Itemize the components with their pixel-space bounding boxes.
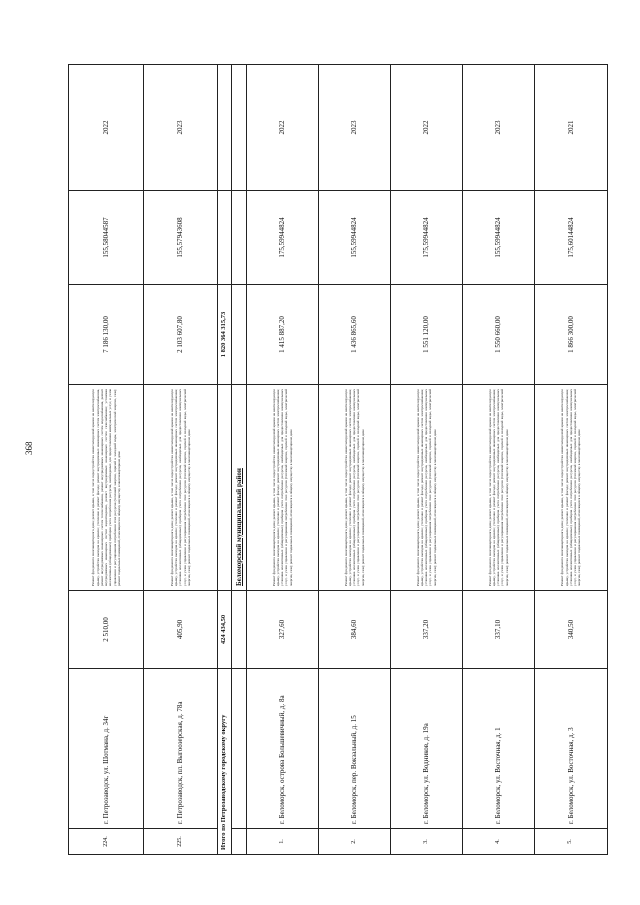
row-area: 384,60 xyxy=(318,591,390,669)
row-area: 340,50 xyxy=(534,591,607,669)
section-row xyxy=(231,65,246,855)
capital-repair-table xyxy=(68,64,608,855)
section-addr-blank xyxy=(231,669,246,829)
row-specific-cost: 175,59944824 xyxy=(246,191,318,285)
row-year: 2022 xyxy=(390,65,462,191)
row-year: 2022 xyxy=(246,65,318,191)
table-row xyxy=(318,65,390,855)
row-works: Ремонт фундамента многоквартирного дома; ремонт крыши, в том числе переустройство невентилируемой крыши на вентилируемую крышу, устройство выходов на кровлю; утепление и ремонт фасада; ремонт внутридомовых инженерных систем электроснабжения; установка коллективных (общедомовых) приборов учета потребления ресурсов, необходимых для предоставления коммунальных услуг, и узлов управления и регулирования потребления этих ресурсов (тепловой энергии, горячей и холодной воды, электрической энергии, газа); ремонт подвальных помещений, относящихся к общему имуществу в многоквартирном доме xyxy=(246,385,318,591)
row-year: 2022 xyxy=(69,65,144,191)
row-year: 2023 xyxy=(462,65,534,191)
row-number: 2. xyxy=(318,829,390,855)
table-body xyxy=(69,65,608,855)
table-row xyxy=(534,65,607,855)
row-specific-cost: 175,60144824 xyxy=(534,191,607,285)
row-works: Ремонт фундамента многоквартирного дома; ремонт крыши, в том числе переустройство невентилируемой крыши на вентилируемую крышу, устройство выходов на кровлю; утепление и ремонт фасада; ремонт внутридомовых инженерных систем электроснабжения; установка коллективных (общедомовых) приборов учета потребления ресурсов, необходимых для предоставления коммунальных услуг, и узлов управления и регулирования потребления этих ресурсов (тепловой энергии, горячей и холодной воды, электрической энергии, газа); ремонт подвальных помещений, относящихся к общему имуществу в многоквартирном доме xyxy=(144,385,217,591)
row-works: Ремонт фундамента многоквартирного дома; ремонт крыши, в том числе переустройство невентилируемой крыши на вентилируемую крышу, устройство выходов на кровлю; утепление и ремонт фасада; ремонт внутридомовых инженерных систем электроснабжения; установка коллективных (общедомовых) приборов учета потребления ресурсов, необходимых для предоставления коммунальных услуг, и узлов управления и регулирования потребления этих ресурсов (тепловой энергии, горячей и холодной воды, электрической энергии, газа); ремонт подвальных помещений, относящихся к общему имуществу в многоквартирном доме xyxy=(462,385,534,591)
row-specific-cost: 175,59944824 xyxy=(390,191,462,285)
row-area: 327,60 xyxy=(246,591,318,669)
total-area: 424 434,50 xyxy=(217,591,231,669)
row-address: г. Петрозаводск, пл. Выгоозерская, д. 78а xyxy=(144,669,217,829)
table-row xyxy=(144,65,217,855)
row-works: Ремонт фундамента многоквартирного дома; ремонт крыши, в том числе переустройство невентилируемой крыши на вентилируемую крышу, устройство выходов на кровлю; утепление и ремонт фасада; ремонт внутридомовых инженерных систем электроснабжения; установка коллективных (общедомовых) приборов учета потребления ресурсов, необходимых для предоставления коммунальных услуг, и узлов управления и регулирования потребления этих ресурсов (тепловой энергии, горячей и холодной воды, электрической энергии, газа); ремонт подвальных помещений, относящихся к общему имуществу в многоквартирном доме xyxy=(534,385,607,591)
row-specific-cost: 155,59944824 xyxy=(462,191,534,285)
total-label: Итого по Петрозаводскому городскому округу xyxy=(217,669,231,855)
row-address: г. Беломорск, ул. Восточная, д. 1 xyxy=(462,669,534,829)
row-works: Ремонт фундамента многоквартирного дома; ремонт крыши, в том числе переустройство невентилируемой крыши на вентилируемую крышу, устройство выходов на кровлю; утепление и ремонт фасада; ремонт внутридомовых инженерных систем электроснабжения, ремонт внутридомовых инженерных систем теплоснабжения, ремонт внутридомовых инженерных систем водоснабжения, ремонт внутридомовых инженерных систем водоотведения, ремонт внутридомовых инженерных систем газоснабжения; установка коллективных (общедомовых) приборов учета потребления ресурсов, необходимых для предоставления коммунальных услуг, и узлов управления и регулирования потребления этих ресурсов (тепловой энергии, горячей и холодной воды, электрической энергии, газа); ремонт подвальных помещений, относящихся к общему имуществу в многоквартирном доме xyxy=(69,385,144,591)
section-num-blank xyxy=(231,829,246,855)
row-works: Ремонт фундамента многоквартирного дома; ремонт крыши, в том числе переустройство невентилируемой крыши на вентилируемую крышу, устройство выходов на кровлю; утепление и ремонт фасада; ремонт внутридомовых инженерных систем электроснабжения; установка коллективных (общедомовых) приборов учета потребления ресурсов, необходимых для предоставления коммунальных услуг, и узлов управления и регулирования потребления этих ресурсов (тепловой энергии, горячей и холодной воды, электрической энергии, газа); ремонт подвальных помещений, относящихся к общему имуществу в многоквартирном доме xyxy=(390,385,462,591)
row-specific-cost: 155,58044587 xyxy=(69,191,144,285)
row-number: 1. xyxy=(246,829,318,855)
total-cost: 1 820 364 315,73 xyxy=(217,285,231,385)
row-works: Ремонт фундамента многоквартирного дома; ремонт крыши, в том числе переустройство невентилируемой крыши на вентилируемую крышу, устройство выходов на кровлю; утепление и ремонт фасада; ремонт внутридомовых инженерных систем электроснабжения; установка коллективных (общедомовых) приборов учета потребления ресурсов, необходимых для предоставления коммунальных услуг, и узлов управления и регулирования потребления этих ресурсов (тепловой энергии, горячей и холодной воды, электрической энергии, газа); ремонт подвальных помещений, относящихся к общему имуществу в многоквартирном доме xyxy=(318,385,390,591)
section-area-blank xyxy=(231,591,246,669)
page-number: 368 xyxy=(24,441,34,455)
row-cost: 1 866 300,00 xyxy=(534,285,607,385)
total-specific-blank xyxy=(217,191,231,285)
row-cost: 1 415 887,20 xyxy=(246,285,318,385)
row-cost: 1 551 120,00 xyxy=(390,285,462,385)
row-number: 4. xyxy=(462,829,534,855)
row-address: г. Беломорск, пер. Вокзальный, д. 15 xyxy=(318,669,390,829)
row-number: 3. xyxy=(390,829,462,855)
section-title: Беломорский муниципальный район xyxy=(231,385,246,591)
table-row xyxy=(390,65,462,855)
total-year-blank xyxy=(217,65,231,191)
total-row xyxy=(217,65,231,855)
row-year: 2023 xyxy=(144,65,217,191)
total-works-blank xyxy=(217,385,231,591)
row-area: 405,90 xyxy=(144,591,217,669)
row-area: 337,10 xyxy=(462,591,534,669)
row-area: 337,20 xyxy=(390,591,462,669)
row-specific-cost: 155,57943608 xyxy=(144,191,217,285)
section-specific-blank xyxy=(231,191,246,285)
section-year-blank xyxy=(231,65,246,191)
row-area: 2 510,00 xyxy=(69,591,144,669)
row-number: 5. xyxy=(534,829,607,855)
table-row xyxy=(462,65,534,855)
row-cost: 1 550 660,00 xyxy=(462,285,534,385)
table-row xyxy=(69,65,144,855)
row-address: г. Петрозаводск, ул. Шотмана, д. 34г xyxy=(69,669,144,829)
row-year: 2023 xyxy=(318,65,390,191)
row-cost: 2 103 607,80 xyxy=(144,285,217,385)
row-specific-cost: 155,59944824 xyxy=(318,191,390,285)
table-row xyxy=(246,65,318,855)
section-cost-blank xyxy=(231,285,246,385)
rotated-table-wrapper xyxy=(68,65,608,855)
row-address: г. Беломорск, ул. Водников, д. 19а xyxy=(390,669,462,829)
row-cost: 1 436 865,60 xyxy=(318,285,390,385)
row-cost: 7 186 130,00 xyxy=(69,285,144,385)
row-address: г. Беломорск, острова Большевичный, д. 8а xyxy=(246,669,318,829)
row-year: 2021 xyxy=(534,65,607,191)
row-address: г. Беломорск, ул. Восточная, д. 3 xyxy=(534,669,607,829)
row-number: 225. xyxy=(144,829,217,855)
row-number: 224. xyxy=(69,829,144,855)
